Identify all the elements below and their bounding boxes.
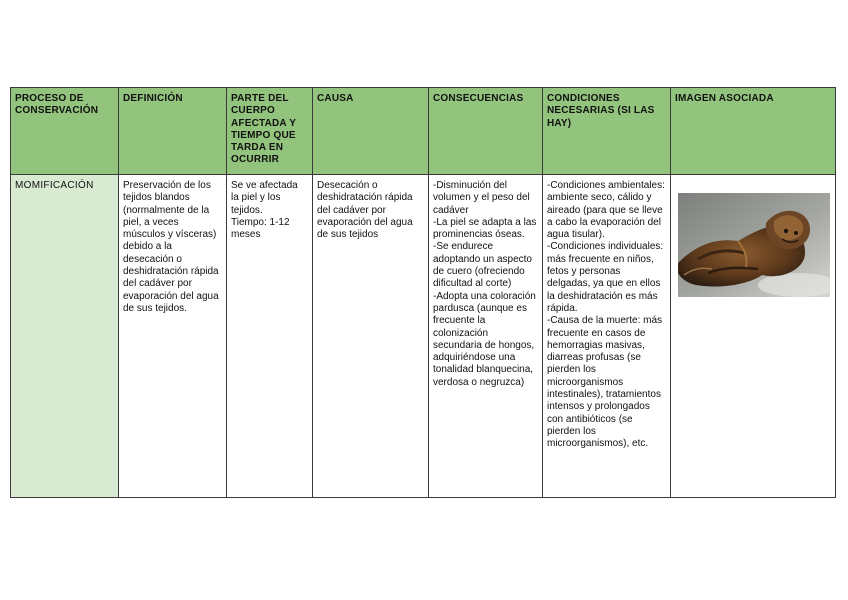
header-condiciones: CONDICIONES NECESARIAS (SI LAS HAY) (543, 88, 671, 175)
table-header-row (11, 88, 836, 175)
cell-definicion: Preservación de los tejidos blandos (normalmente de la piel, a veces músculos y vísceras) debido a la desecación o deshidratación rápida del cadáver por evaporación del agua de sus tejidos. (119, 175, 227, 498)
condicion-item: -Condiciones individuales: más frecuente en niños, fetos y personas delgadas, ya que en ellos la deshidratación es más rápida. (547, 241, 664, 314)
condicion-item: -Condiciones ambientales: ambiente seco, cálido y aireado (para que se lleve a cabo la evaporación del agua tisular). (547, 180, 665, 241)
table-row (11, 175, 836, 498)
header-imagen: IMAGEN ASOCIADA (671, 88, 836, 175)
cell-imagen (671, 175, 836, 498)
parte-line: Se ve afectada la piel y los tejidos. (231, 180, 298, 216)
consecuencia-item: -La piel se adapta a las prominencias óseas. (433, 216, 537, 241)
header-causa: CAUSA (313, 88, 429, 175)
condicion-item: -Causa de la muerte: más frecuente en casos de hemorragias masivas, diarreas profusas (se pierden los microorganismos intestinales), tratamientos intensos y prolongados con antibióticos (se pierden los microorganismos), etc. (547, 315, 663, 450)
conservation-table (10, 87, 836, 498)
header-consecuencias: CONSECUENCIAS (429, 88, 543, 175)
consecuencia-item: -Se endurece adoptando un aspecto de cuero (ofreciendo dificultad al corte) (433, 241, 532, 290)
cell-parte-tiempo (227, 175, 313, 498)
header-parte-tiempo: PARTE DEL CUERPO AFECTADA Y TIEMPO QUE TARDA EN OCURRIR (227, 88, 313, 175)
mummy-photo (678, 193, 830, 297)
header-definicion: DEFINICIÓN (119, 88, 227, 175)
cell-consecuencias (429, 175, 543, 498)
consecuencia-item: -Adopta una coloración pardusca (aunque es frecuente la colonización secundaria de hongos, adquiriéndose una tonalidad blanquecina, verdosa o negruzca) (433, 290, 536, 388)
consecuencia-item: -Disminución del volumen y el peso del cadáver (433, 180, 530, 216)
tiempo-line: Tiempo: 1-12 meses (231, 216, 290, 241)
cell-proceso: MOMIFICACIÓN (11, 175, 119, 498)
cell-causa: Desecación o deshidratación rápida del cadáver por evaporación del agua de sus tejidos (313, 175, 429, 498)
header-proceso: PROCESO DE CONSERVACIÓN (11, 88, 119, 175)
cell-condiciones (543, 175, 671, 498)
